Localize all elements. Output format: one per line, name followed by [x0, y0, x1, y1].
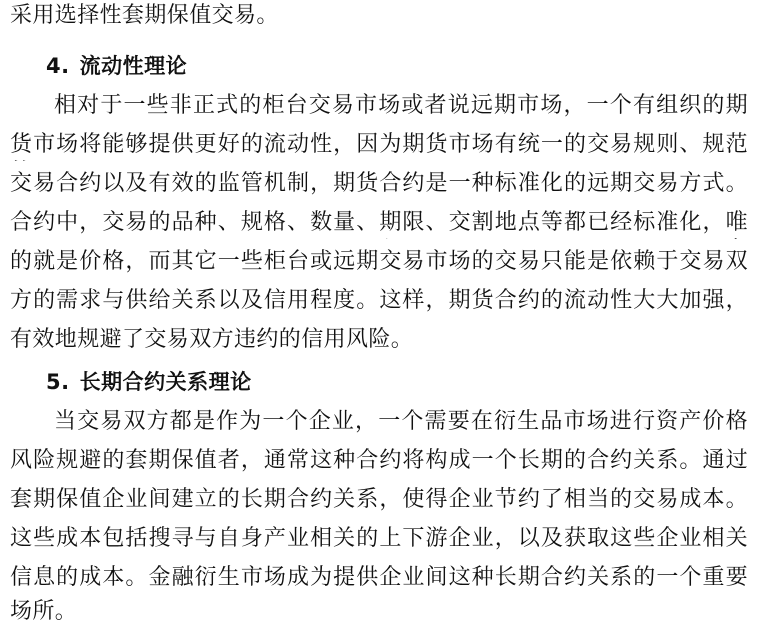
paragraph-line: 合约中，交易的品种、规格、数量、期限、交割地点等都已经标准化，唯 [10, 210, 748, 235]
paragraph-line: 套期保值企业间建立的长期合约关系，使得企业节约了相当的交易成本。 [10, 487, 748, 512]
paragraph-line: 货市场将能够提供更好的流动性，因为期货市场有统一的交易规则、规范 [10, 132, 748, 157]
section-title: 流动性理论 [79, 54, 188, 78]
paragraph-line: 当交易双方都是作为一个企业，一个需要在衍生品市场进行资产价格 [54, 409, 748, 434]
section-number: 5. [46, 370, 70, 394]
paragraph-line: 信息的成本。金融衍生市场成为提供企业间这种长期合约关系的一个重要 [10, 565, 748, 590]
section-number: 4. [46, 54, 70, 78]
paragraph-line: 交易合约以及有效的监管机制，期货合约是一种标准化的远期交易方式。 [10, 171, 748, 196]
paragraph-line: 风险规避的套期保值者，通常这种合约将构成一个长期的合约关系。通过 [10, 448, 748, 473]
paragraph-continuation: 采用选择性套期保值交易。 [10, 3, 279, 28]
paragraph-line: 相对于一些非正式的柜台交易市场或者说远期市场，一个有组织的期 [54, 93, 748, 118]
paragraph-line: 这些成本包括搜寻与自身产业相关的上下游企业，以及获取这些企业相关 [10, 526, 748, 551]
paragraph-line: 有效地规避了交易双方违约的信用风险。 [10, 327, 414, 352]
paragraph-line: 的就是价格，而其它一些柜台或远期交易市场的交易只能是依赖于交易双 [10, 249, 748, 274]
paragraph-line: 场所。 [10, 599, 78, 624]
paragraph-line: 方的需求与供给关系以及信用程度。这样，期货合约的流动性大大加强， [10, 288, 748, 313]
section-heading-long-term-contract [46, 368, 252, 396]
section-heading-liquidity [46, 52, 187, 80]
section-title: 长期合约关系理论 [79, 370, 252, 394]
